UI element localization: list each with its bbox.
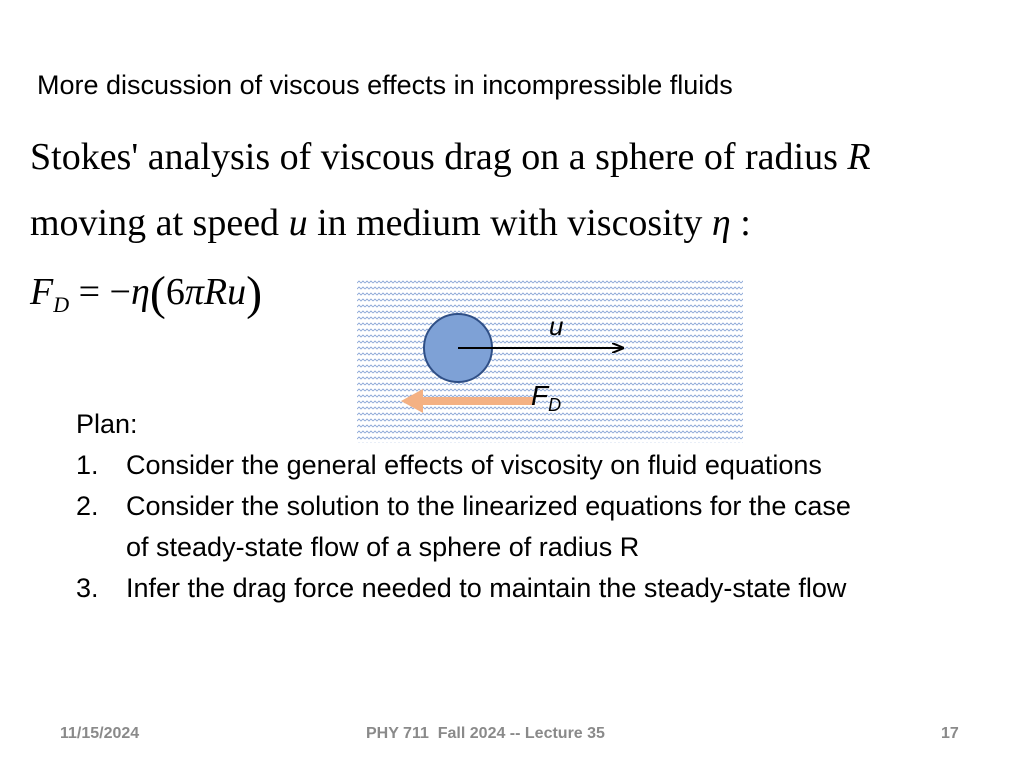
stokes-line2-text-a: moving at speed	[30, 202, 289, 244]
plan-item-number: 3.	[76, 573, 99, 603]
formula-open-paren: (	[149, 267, 166, 320]
stokes-line2-text-b: in medium with viscosity	[307, 202, 712, 244]
formula-ru: Ru	[203, 271, 247, 313]
formula-force-subscript: D	[53, 292, 70, 317]
stokes-statement-line2	[30, 204, 751, 242]
plan-item-number: 2.	[76, 491, 99, 521]
plan-item	[76, 445, 876, 486]
plan-item-text: Consider the general effects of viscosity on fluid equations	[126, 450, 822, 480]
footer-date: 11/15/2024	[60, 725, 140, 742]
formula-force-symbol: F	[30, 271, 54, 313]
plan-heading: Plan:	[76, 409, 138, 439]
plan-item	[76, 568, 876, 609]
plan-item-text: Consider the solution to the linearized equations for the case of steady-state flow of a sphere of radius R	[126, 491, 851, 562]
formula-close-paren: )	[246, 267, 263, 320]
stokes-line1-text: Stokes' analysis of viscous drag on a sphere of radius	[30, 136, 848, 178]
drag-force-label-sub: D	[548, 395, 562, 415]
drag-force-label-main: F	[531, 380, 549, 411]
viscosity-variable: η	[711, 202, 731, 244]
footer-course-label: PHY 711 Fall 2024 -- Lecture 35	[366, 725, 605, 742]
formula-pi: π	[184, 271, 204, 313]
plan-list	[76, 445, 876, 609]
footer-page-number: 17	[941, 725, 959, 742]
plan-item-number: 1.	[76, 450, 99, 480]
plan-item-text: Infer the drag force needed to maintain the steady-state flow	[126, 573, 847, 603]
radius-variable: R	[847, 136, 871, 178]
speed-variable: u	[288, 202, 308, 244]
stokes-statement-line1	[30, 138, 871, 176]
plan-section	[76, 404, 876, 609]
formula-equals: = −	[69, 271, 131, 313]
velocity-label: u	[549, 311, 564, 341]
slide-title: More discussion of viscous effects in incompressible fluids	[37, 70, 733, 100]
formula-six: 6	[165, 271, 185, 313]
plan-item	[76, 486, 876, 568]
formula-eta: η	[130, 271, 150, 313]
stokes-line2-colon: :	[730, 202, 751, 244]
drag-formula	[30, 267, 263, 320]
